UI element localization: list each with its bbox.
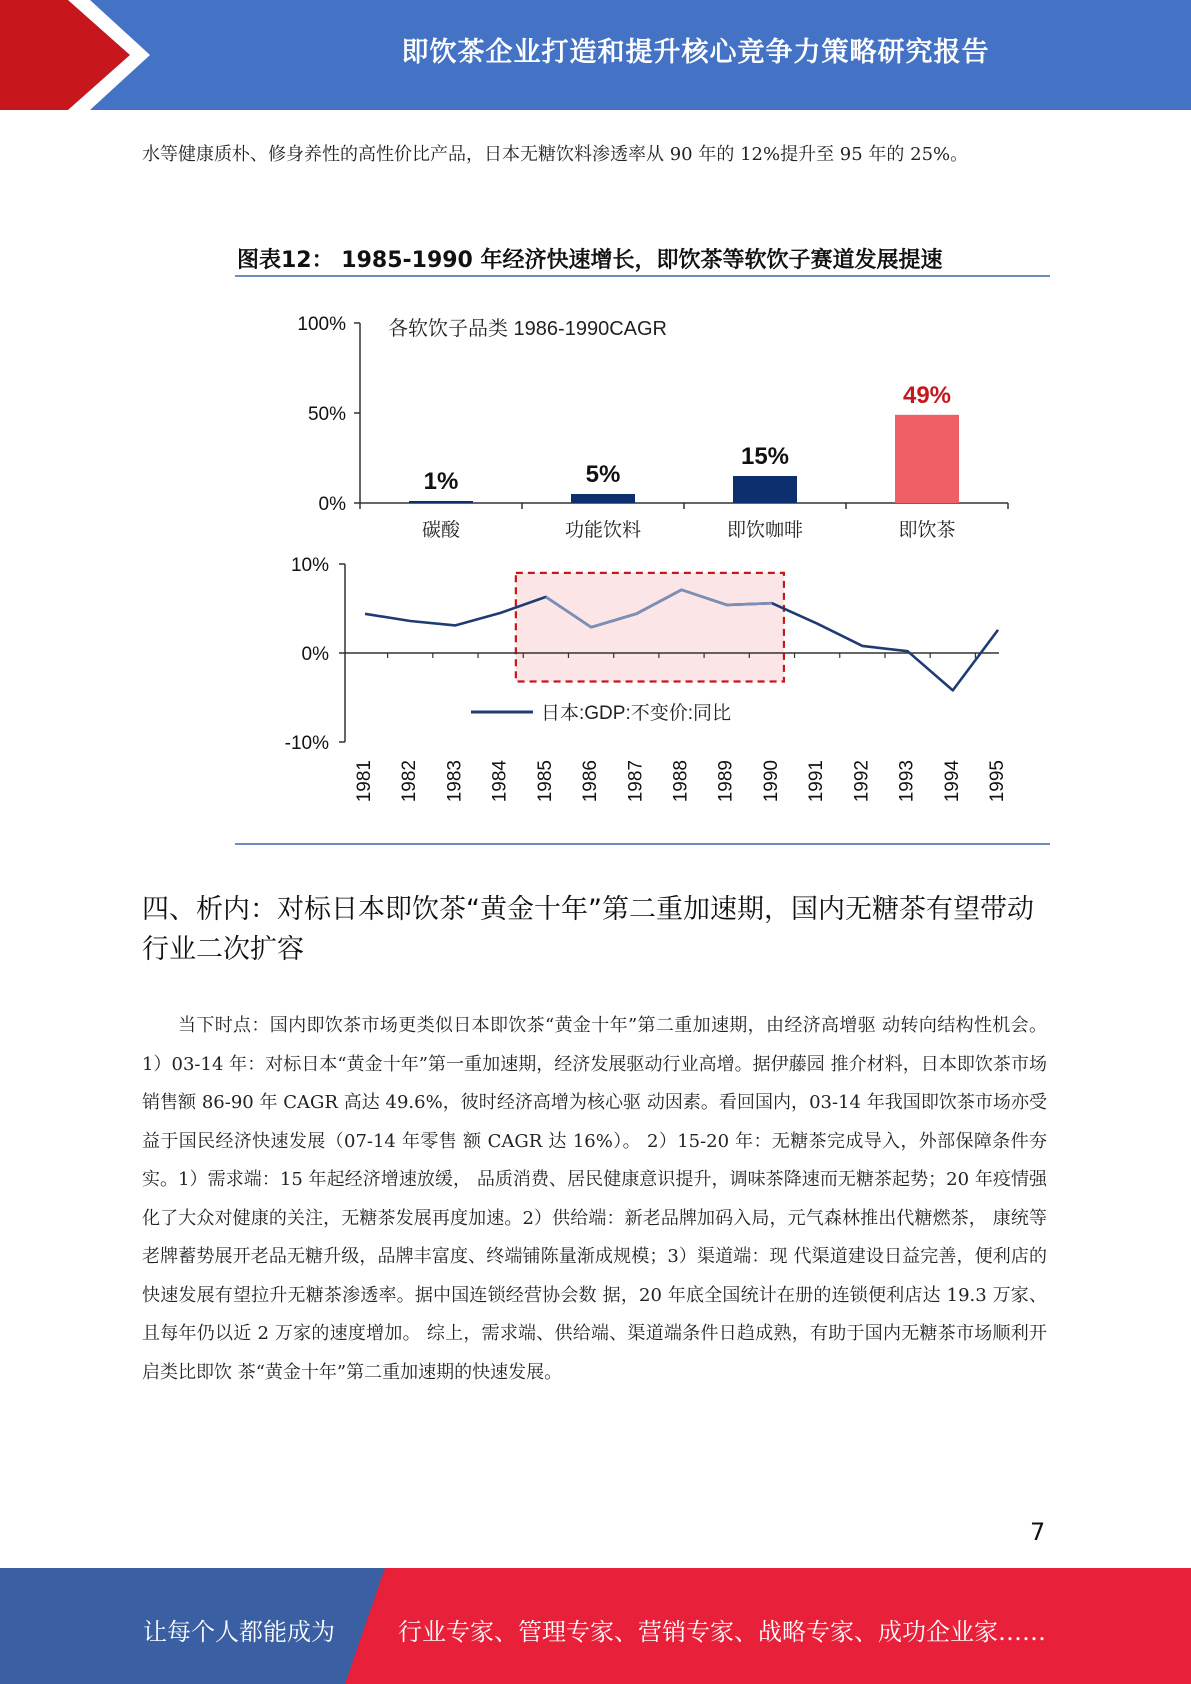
figure-title: 图表12： 1985-1990 年经济快速增长，即饮茶等软饮子赛道发展提速: [237, 248, 943, 273]
bar-data-label: 1%: [423, 468, 459, 495]
page-header: [0, 0, 1191, 110]
bar-4: [895, 415, 959, 503]
bar-category-label: 即饮茶: [898, 520, 956, 541]
bar-y-tick-label: 0%: [318, 494, 346, 515]
bar-data-label: 15%: [740, 443, 790, 470]
highlight-box: [516, 573, 784, 682]
line-x-tick-label: 1984: [489, 760, 511, 803]
bar-3: [733, 476, 797, 503]
line-x-tick-label: 1985: [534, 760, 556, 803]
intro-paragraph: 水等健康质朴、修身养性的高性价比产品，日本无糖饮料渗透率从 90 年的 12%提升至 95 年的 25%。: [142, 144, 969, 165]
line-x-tick-label: 1990: [760, 760, 782, 803]
bar-2: [571, 494, 635, 503]
line-y-tick-label: 10%: [290, 555, 329, 576]
page-number: 7: [1030, 1518, 1046, 1546]
line-y-tick-label: -10%: [284, 733, 329, 754]
section-heading: 四、析内：对标日本即饮茶“黄金十年”第二重加速期，国内无糖茶有望带动行业二次扩容: [142, 894, 1034, 965]
figure-top-rule: [235, 275, 1050, 277]
line-x-tick-label: 1983: [444, 760, 466, 803]
line-x-tick-label: 1982: [399, 760, 421, 803]
bar-y-tick-label: 50%: [307, 404, 346, 425]
bar-category-label: 即饮咖啡: [726, 520, 804, 541]
footer-slogan-left: 让每个人都能成为: [143, 1618, 335, 1646]
figure-chart: [235, 290, 1050, 840]
line-x-tick-label: 1986: [580, 760, 602, 803]
page-footer: [0, 1568, 1191, 1684]
line-x-tick-label: 1987: [625, 760, 647, 803]
footer-slogan-right: 行业专家、管理专家、营销专家、战略专家、成功企业家……: [398, 1618, 1046, 1646]
line-x-tick-label: 1989: [715, 760, 737, 803]
bar-data-label: 49%: [902, 381, 952, 409]
bar-category-label: 碳酸: [421, 520, 461, 541]
bar-chart-title: 各软饮子品类 1986-1990CAGR: [388, 318, 667, 340]
report-title: 即饮茶企业打造和提升核心竞争力策略研究报告: [401, 37, 990, 68]
line-x-tick-label: 1992: [851, 760, 873, 803]
bar-category-label: 功能饮料: [564, 520, 642, 541]
line-x-tick-label: 1993: [896, 760, 918, 803]
line-x-tick-label: 1981: [354, 760, 375, 803]
line-x-tick-label: 1995: [987, 760, 1008, 803]
legend-label: 日本:GDP:不变价:同比: [541, 703, 732, 724]
bar-1: [409, 501, 473, 503]
bar-y-tick-label: 100%: [297, 314, 346, 335]
line-x-tick-label: 1988: [670, 760, 692, 803]
bar-data-label: 5%: [585, 461, 621, 488]
line-x-tick-label: 1994: [941, 760, 963, 803]
line-x-tick-label: 1991: [806, 760, 828, 803]
body-paragraph: 当下时点：国内即饮茶市场更类似日本即饮茶“黄金十年”第二重加速期，由经济高增驱 动转向结构性机会。 1）03-14 年：对标日本“黄金十年”第一重加速期，经济发展驱动行业高增。据伊藤园 推介材料，日本即饮茶市场销售额 86-90 年 CAGR 高达 49.6%，彼时经济高增为核心驱 动因素。看回国内，03-14 年我国即饮茶市场亦受益于国民经济快速发展（07-14 年零售 额 CAGR 达 16%）。 2）15-20 年：无糖茶完成导入，外部保障条件夯实。1）需求端：15 年起经济增速放缓， 品质消费、居民健康意识提升，调味茶降速而无糖茶起势；20 年疫情强化了大众对健康的关注，无糖茶发展再度加速。2）供给端：新老品牌加码入局，元气森林推出代糖燃茶， 康统等老牌蓄势展开老品无糖升级，品牌丰富度、终端铺陈量渐成规模；3）渠道端：现 代渠道建设日益完善，便利店的快速发展有望拉升无糖茶渗透率。据中国连锁经营协会数 据，20 年底全国统计在册的连锁便利店达 19.3 万家、且每年仍以近 2 万家的速度增加。 综上，需求端、供给端、渠道端条件日趋成熟，有助于国内无糖茶市场顺利开启类比即饮 茶“黄金十年”第二重加速期的快速发展。: [142, 1015, 1047, 1383]
line-y-tick-label: 0%: [301, 644, 329, 665]
chart-svg: [235, 290, 1050, 840]
figure-bottom-rule: [235, 843, 1050, 845]
